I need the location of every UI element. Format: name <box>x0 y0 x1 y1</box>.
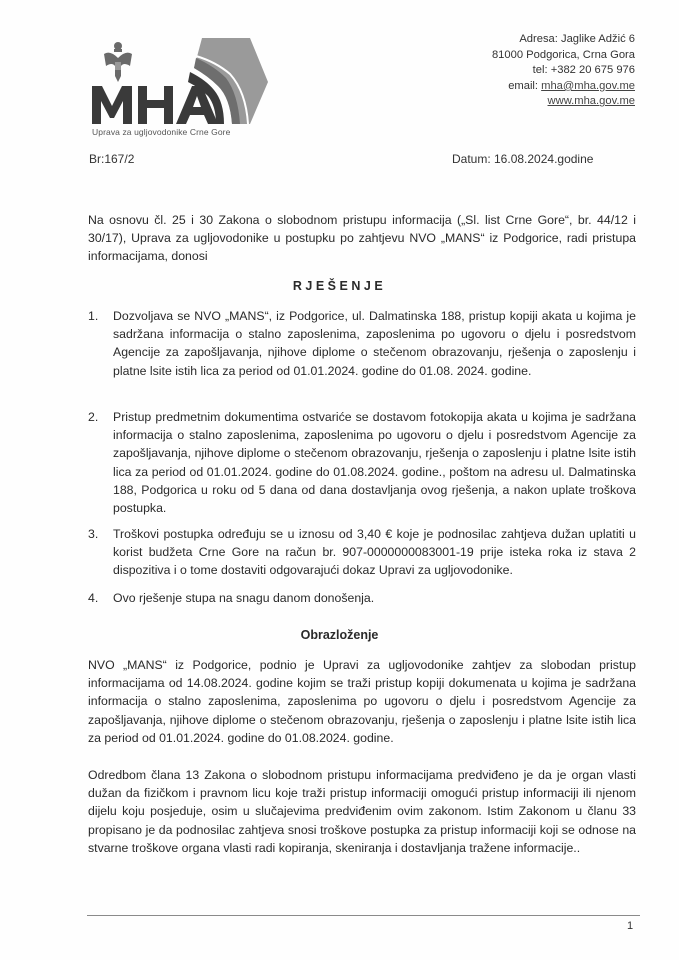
item-number: 3. <box>88 527 99 541</box>
item-text: Ovo rješenje stupa na snagu danom donošenja. <box>113 591 375 605</box>
reasoning-paragraph: Odredbom člana 13 Zakona o slobodnom pristupu informacijama predviđeno je da je organ vlasti dužan da fizičkom i pravnom licu koje traži pristup informaciji omogući pristup informaciji ili njenom dijelu koju posjeduje, osim u slučajevima predviđenim ovim zakonom. Istim Zakonom u članu 33 propisano je da podnosilac zahtjeva snosi troškove postupka za pristup informaciji koji se odnose na stvarne troškove organa vlasti radi kopiranja, skeniranja i dostavljanja tražene informacije.. <box>88 768 636 855</box>
website-link[interactable]: www.mha.gov.me <box>547 95 635 108</box>
intro-paragraph: Na osnovu čl. 25 i 30 Zakona o slobodnom pristupu informacija („Sl. list Crne Gore“, br. 44/12 i 30/17), Uprava za ugljovodonike u postupku po zahtjevu NVO „MANS“ iz Podgorice, radi pristupa informacijama, donosi <box>88 213 636 264</box>
phone-line: tel: +382 20 675 976 <box>532 64 635 77</box>
email-link[interactable]: mha@mha.gov.me <box>541 79 635 92</box>
decision-item <box>88 525 636 580</box>
item-number: 1. <box>88 309 99 323</box>
contact-block <box>492 32 635 110</box>
decision-item <box>88 589 636 607</box>
reasoning-paragraph: NVO „MANS“ iz Podgorice, podnio je Upravi za ugljovodonike zahtjev za slobodan pristup informacijama od 14.08.2024. godine kojim se traži pristup kopiji dokumenata u kojima je sadržana informacija o stalno zaposlenima, zaposlenima po ugovoru o djelu i posredstvom Agencije za zapošljavanja, njihove diplome o stečenom obrazovanju, rješenja o zaposlenju i platne lsite istih lica za period od 01.01.2024. godine do 01.08.2024. godine. <box>88 658 636 745</box>
footer-divider <box>87 915 640 916</box>
document-date: Datum: 16.08.2024.godine <box>452 152 594 166</box>
logo-graphic-icon <box>90 36 290 131</box>
decision-item <box>88 408 636 517</box>
item-text: Pristup predmetnim dokumentima ostvariće se dostavom fotokopija akata u kojima je sadržana informacija o stalno zaposlenima, zaposlenima po ugovoru o djelu i posredstvom Agencije za zapošljavanja, njihove diplome o stečenom obrazovanju, rješenja o zaposlenju i platne lsite istih lica za period od 01.01.2024. godine do 01.08.2024. godine., poštom na adresu ul. Dalmatinska 188, Podgorica u roku od 5 dana od dana dostavljanja ovog rješenja, a nakon uplate troškova postupka. <box>113 410 636 516</box>
item-number: 4. <box>88 591 99 605</box>
page-number: 1 <box>627 920 634 932</box>
reasoning-title: Obrazloženje <box>300 628 379 642</box>
email-label: email: <box>508 79 542 92</box>
item-text: Dozvoljava se NVO „MANS“, iz Podgorice, ul. Dalmatinska 188, pristup kopiji akata u kojima je sadržana informacija o stalno zaposlenima, zaposlenima po ugovoru o djelu i posredstvom Agencije za zapošljavanja, njihove diplome o stečenom obrazovanju, rješenja o zaposlenju i platne lsite istih lica za period od 01.01.2024. godine do 01.08. 2024. godine. <box>113 309 636 378</box>
city-line: 81000 Podgorica, Crna Gora <box>491 48 635 61</box>
coat-of-arms-icon <box>104 42 132 82</box>
item-text: Troškovi postupka određuju se u iznosu od 3,40 € koje je podnosilac zahtjeva dužan uplatiti u korist budžeta Crne Gore na račun br. 907-0000000083001-19 prije isteka roka iz stava 2 dispozitiva i o tome dostaviti odgovarajući dokaz Upravi za ugljovodonike. <box>113 527 636 578</box>
decision-title: RJEŠENJE <box>292 279 387 293</box>
email-line <box>492 79 635 95</box>
logo-caption: Uprava za ugljovodonike Crne Gore <box>92 127 231 137</box>
reference-number: Br:167/2 <box>89 152 135 166</box>
decision-item <box>88 307 636 380</box>
item-number: 2. <box>88 410 99 424</box>
address-line: Adresa: Jaglike Adžić 6 <box>519 33 635 45</box>
